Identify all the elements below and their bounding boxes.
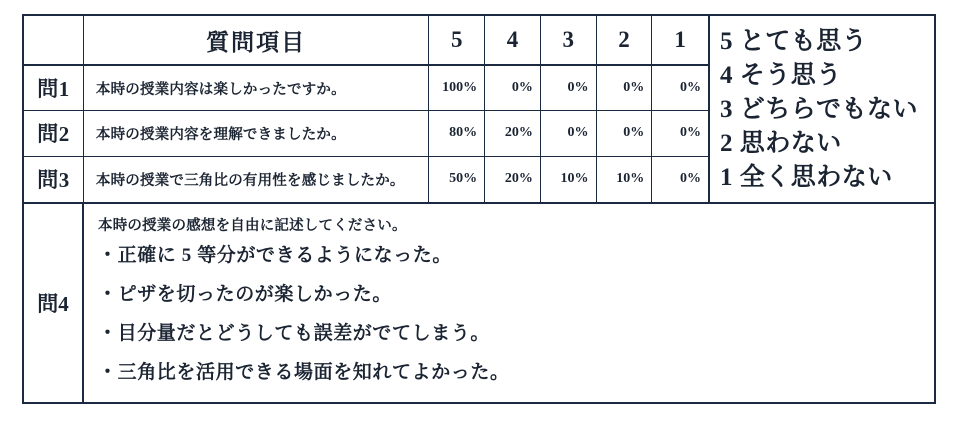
row-question-number: 問2 [24, 111, 84, 155]
legend-item-3: 3 どちらでもない [720, 96, 919, 123]
row-value-1: 0% [679, 80, 701, 96]
row-value-3: 0% [541, 66, 597, 110]
free-response-item: ・目分量だとどうしても誤差がでてしまう。 [98, 323, 491, 344]
row-value-4: 20% [485, 111, 541, 155]
row-value-4: 0% [485, 66, 541, 110]
row-value-1: 0% [679, 125, 701, 141]
row-question-number: 問3 [24, 157, 84, 202]
row-value-3: 0% [541, 111, 597, 155]
header-scale-5: 5 [429, 16, 485, 64]
row-question-text: 本時の授業内容を理解できましたか。 [84, 111, 429, 155]
survey-top-area [24, 16, 934, 204]
table-row [24, 157, 708, 202]
legend-item-1: 1 全く思わない [720, 164, 893, 191]
survey-frame [22, 14, 936, 404]
row-question-text: 本時の授業内容は楽しかったですか。 [84, 66, 429, 110]
table-row [24, 111, 708, 156]
free-response-section [24, 204, 934, 402]
row-value-4: 20% [485, 157, 541, 202]
row-question-text: 本時の授業で三角比の有用性を感じましたか。 [84, 157, 429, 202]
row-question-number: 問1 [24, 66, 84, 110]
row-value-3: 10% [541, 157, 597, 202]
header-scale-2: 2 [597, 16, 653, 64]
row-value-2: 10% [597, 157, 653, 202]
free-response-question-number: 問4 [24, 204, 84, 402]
row-value-1: 0% [679, 171, 701, 187]
header-scale-1: 1 [674, 27, 686, 52]
header-scale-3: 3 [541, 16, 597, 64]
row-value-5: 80% [429, 111, 485, 155]
scale-legend [710, 16, 934, 202]
row-value-5: 100% [429, 66, 485, 110]
free-response-item: ・ピザを切ったのが楽しかった。 [98, 284, 393, 305]
free-response-item: ・三角比を活用できる場面を知れてよかった。 [98, 362, 510, 383]
legend-item-4: 4 そう思う [720, 62, 842, 89]
row-value-5: 50% [429, 157, 485, 202]
legend-item-2: 2 思わない [720, 130, 842, 157]
survey-table [24, 16, 710, 202]
table-header-row [24, 16, 708, 66]
header-question-number [24, 16, 84, 64]
header-question-title: 質問項目 [84, 16, 430, 64]
free-response-item: ・正確に 5 等分ができるようになった。 [98, 245, 453, 266]
table-row [24, 66, 708, 111]
free-response-prompt: 本時の授業の感想を自由に記述してください。 [98, 218, 407, 234]
legend-item-5: 5 とても思う [720, 28, 868, 55]
free-response-body [84, 204, 934, 402]
row-value-2: 0% [597, 66, 653, 110]
header-scale-4: 4 [485, 16, 541, 64]
row-value-2: 0% [597, 111, 653, 155]
